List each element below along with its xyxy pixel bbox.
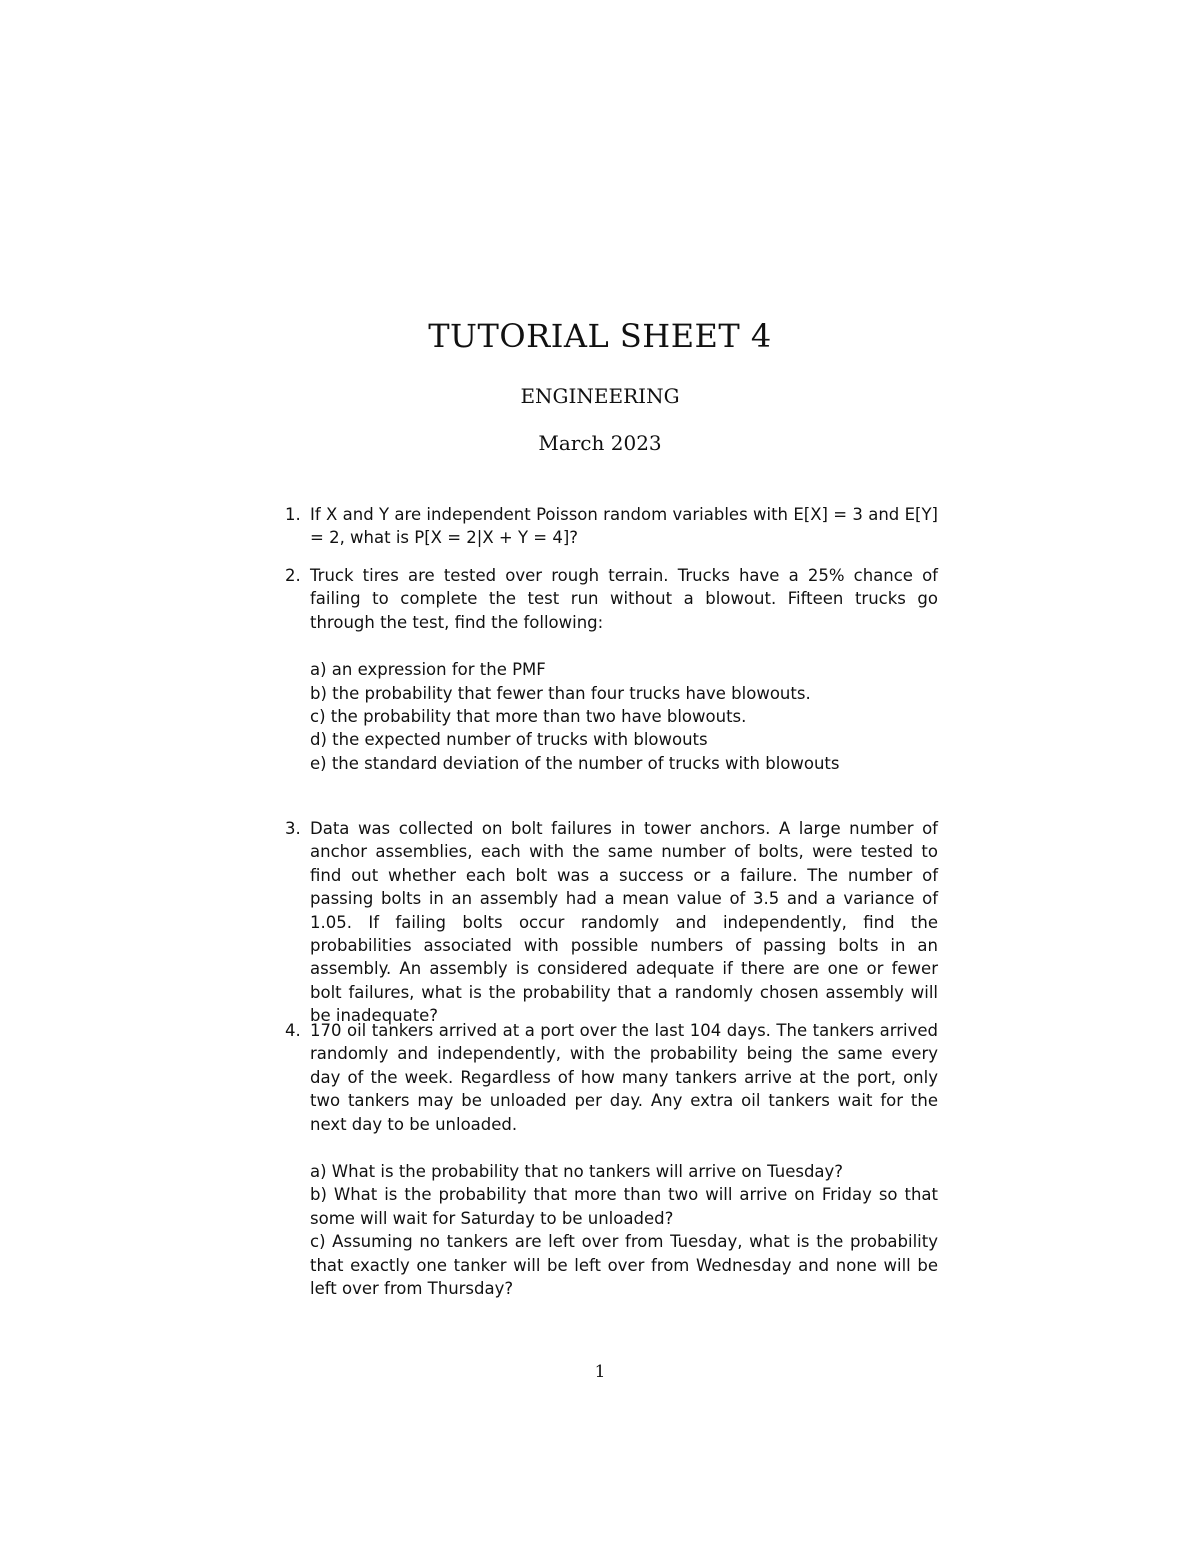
problem-2 [285, 564, 938, 775]
problem-part: b) the probability that fewer than four trucks have blowouts. [310, 683, 811, 703]
problem-text: 170 oil tankers arrived at a port over the last 104 days. The tankers arrived randomly and independently, with the probability being the same every day of the week. Regardless of how many tankers arrive at the port, only two tankers may be unloaded per day. Any extra oil tankers wait for the next day to be unloaded. [310, 1021, 938, 1134]
problem-number: 4. [285, 1021, 301, 1040]
problem-part: d) the expected number of trucks with blowouts [310, 730, 708, 750]
document-title: TUTORIAL SHEET 4 [428, 317, 772, 355]
problem-number: 3. [285, 819, 301, 838]
document-date: March 2023 [538, 431, 662, 455]
problem-text: Data was collected on bolt failures in tower anchors. A large number of anchor assemblies, each with the same number of bolts, were tested to find out whether each bolt was a success or a failure. The number of passing bolts in an assembly had a mean value of 3.5 and a variance of 1.05. If failing bolts occur randomly and independently, find the probabilities associated with possible numbers of passing bolts in an assembly. An assembly is considered adequate if there are one or fewer bolt failures, what is the probability that a randomly chosen assembly will be inadequate? [310, 819, 938, 1026]
problem-1 [285, 503, 938, 550]
problem-part: c) Assuming no tankers are left over from Tuesday, what is the probability that exactly one tanker will be left over from Wednesday and none will be left over from Thursday? [310, 1232, 938, 1299]
problem-part: e) the standard deviation of the number of trucks with blowouts [310, 753, 840, 773]
problem-part: b) What is the probability that more than two will arrive on Friday so that some will wait for Saturday to be unloaded? [310, 1185, 938, 1228]
problem-part: a) an expression for the PMF [310, 660, 546, 680]
problem-part: a) What is the probability that no tankers will arrive on Tuesday? [310, 1162, 844, 1182]
problem-3 [285, 817, 938, 1028]
problem-number: 1. [285, 505, 301, 524]
problem-text: If X and Y are independent Poisson random variables with E[X] = 3 and E[Y] = 2, what is P[X = 2|X + Y = 4]? [310, 505, 938, 548]
problem-part: c) the probability that more than two have blowouts. [310, 707, 747, 727]
document-subtitle: ENGINEERING [520, 384, 680, 408]
problem-parts [310, 1160, 938, 1300]
page-number: 1 [594, 1362, 606, 1382]
problem-4 [285, 1019, 938, 1300]
problem-parts [310, 658, 938, 775]
problem-number: 2. [285, 566, 301, 585]
problem-text: Truck tires are tested over rough terrain. Trucks have a 25% chance of failing to complete the test run without a blowout. Fifteen trucks go through the test, find the following: [310, 566, 938, 632]
